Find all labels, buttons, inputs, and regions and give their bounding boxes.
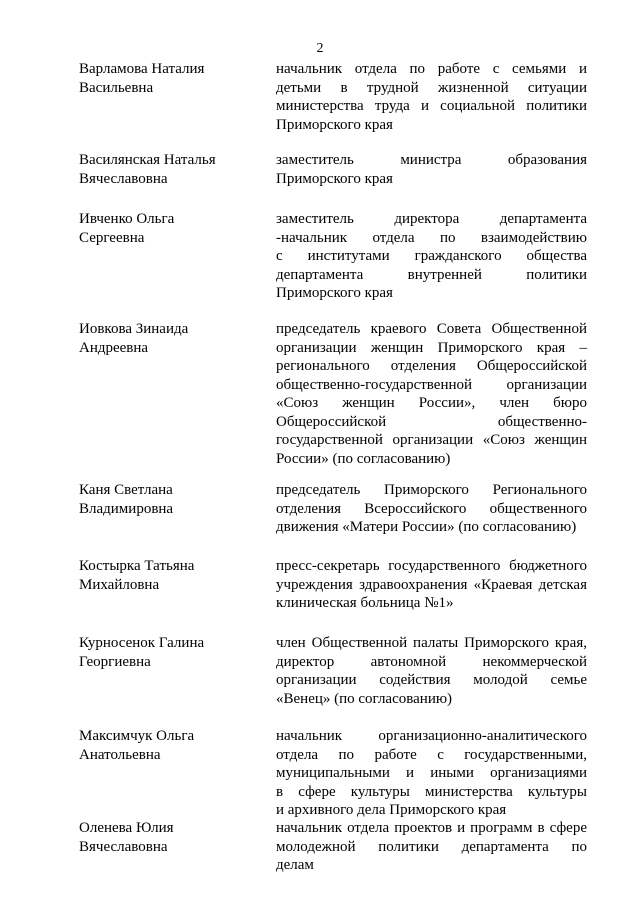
member-name-line: Михайловна	[79, 576, 160, 593]
member-position	[276, 727, 587, 820]
member-position-line: регионального отделения Общероссийской	[276, 358, 587, 374]
member-position-line: департамента внутренней политики	[276, 266, 587, 283]
member-position	[276, 634, 587, 708]
member-position-line: России» (по согласованию)	[276, 450, 451, 467]
member-position	[276, 557, 587, 613]
member-position-line: движения «Матери России» (по согласованию)	[276, 519, 577, 535]
member-position-line: организации содействия молодой семье	[276, 672, 587, 688]
member-name-line: Сергеевна	[79, 229, 145, 246]
member-position-line: общественно-государственной организации	[276, 376, 587, 393]
member-name	[79, 320, 264, 357]
member-position-line: начальник отдела по работе с семьями и	[276, 61, 587, 77]
member-name-line: Андреевна	[79, 339, 149, 356]
member-name	[79, 481, 264, 518]
member-position-line: председатель Приморского Регионального	[276, 482, 587, 498]
member-position-line: отделения Всероссийского общественного	[276, 500, 587, 517]
member-position-line: в сфере культуры министерства культуры	[276, 783, 587, 800]
member-position-line: детьми в трудной жизненной ситуации	[276, 79, 587, 96]
member-name	[79, 210, 264, 247]
member-position-line: министерства труда и социальной политики	[276, 98, 587, 114]
member-position-line: председатель краевого Совета Общественной	[276, 321, 587, 337]
member-position-line: и архивного дела Приморского края	[276, 802, 507, 818]
member-position-line: делам	[276, 857, 314, 873]
member-position-line: пресс-секретарь государственного бюджетного	[276, 558, 587, 574]
member-position	[276, 819, 587, 875]
member-name-line: Василянская Наталья	[79, 152, 216, 168]
member-position-line: Приморского края	[276, 170, 393, 187]
member-position	[276, 481, 587, 537]
member-name	[79, 634, 264, 671]
member-position-line: организации женщин Приморского края –	[276, 339, 587, 356]
member-name-line: Вячеславовна	[79, 838, 168, 855]
member-name-line: Владимировна	[79, 500, 174, 517]
member-position-line: государственной организации «Союз женщин	[276, 432, 587, 448]
member-name-line: Варламова Наталия	[79, 61, 205, 77]
member-position-line: Приморского края	[276, 116, 393, 133]
member-position-line: учреждения здравоохранения «Краевая детская	[276, 576, 587, 593]
member-position	[276, 320, 587, 468]
member-name-line: Вячеславовна	[79, 170, 168, 187]
member-name-line: Курносенок Галина	[79, 635, 205, 651]
member-name-line: Ивченко Ольга	[79, 211, 175, 227]
member-position-line: молодежной политики департамента по	[276, 838, 587, 855]
page-number: 2	[316, 41, 324, 56]
member-name-line: Георгиевна	[79, 653, 151, 670]
member-position-line: отдела по работе с государственными,	[276, 746, 587, 763]
member-position-line: «Союз женщин России», член бюро	[276, 395, 587, 411]
member-name-line: Анатольевна	[79, 746, 161, 763]
member-position	[276, 151, 587, 188]
member-name	[79, 151, 264, 188]
member-position-line: член Общественной палаты Приморского края,	[276, 635, 587, 651]
member-name	[79, 727, 264, 764]
member-position-line: -начальник отдела по взаимодействию	[276, 229, 587, 246]
member-position-line: начальник организационно-аналитического	[276, 728, 587, 744]
member-name-line: Костырка Татьяна	[79, 558, 195, 574]
member-position	[276, 60, 587, 134]
member-position-line: муниципальными и иными организациями	[276, 765, 587, 781]
member-position-line: начальник отдела проектов и программ в сфере	[276, 820, 587, 836]
member-name	[79, 557, 264, 594]
member-name-line: Максимчук Ольга	[79, 728, 195, 744]
member-name-line: Иовкова Зинаида	[79, 321, 189, 337]
member-name-line: Васильевна	[79, 79, 154, 96]
member-position-line: с институтами гражданского общества	[276, 248, 587, 264]
member-name	[79, 60, 264, 97]
member-position-line: Общероссийской общественно-	[276, 413, 587, 430]
member-position-line: директор автономной некоммерческой	[276, 653, 587, 670]
member-position-line: заместитель министра образования	[276, 152, 587, 168]
member-position	[276, 210, 587, 303]
member-name-line: Оленева Юлия	[79, 820, 174, 836]
member-position-line: Приморского края	[276, 285, 393, 301]
member-position-line: заместитель директора департамента	[276, 211, 587, 227]
member-name-line: Каня Светлана	[79, 482, 173, 498]
member-position-line: «Венец» (по согласованию)	[276, 690, 453, 707]
member-position-line: клиническая больница №1»	[276, 595, 454, 611]
member-name	[79, 819, 264, 856]
